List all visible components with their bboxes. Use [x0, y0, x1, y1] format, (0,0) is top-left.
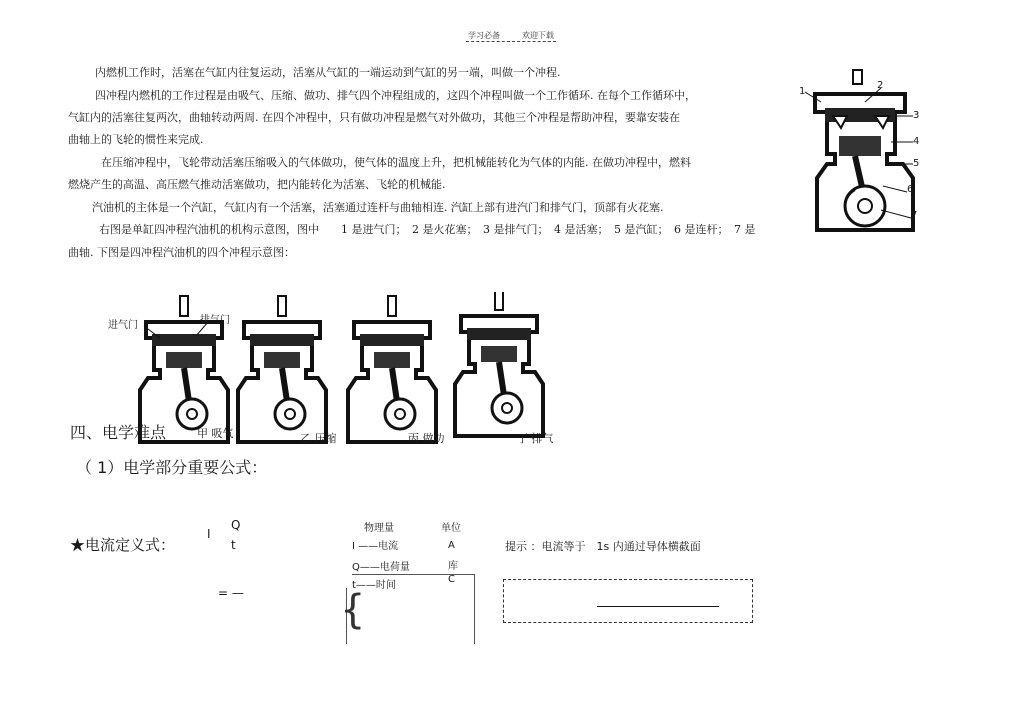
- table-top-rule: [352, 574, 474, 575]
- hint-answer-box: [503, 579, 753, 623]
- four-stroke-diagrams: [130, 292, 560, 452]
- quantity-row-3: t——时间: [352, 580, 396, 591]
- stroke-caption-intake: 甲 吸气: [197, 427, 234, 440]
- unit-row-2: 库: [448, 561, 458, 572]
- formula-star-label: ★电流定义式：: [70, 536, 176, 554]
- paragraph-3-line-1: 在压缩冲程中，飞轮带动活塞压缩吸入的气体做功，使气体的温度上升，把机械能转化为气体的内能. 在做功冲程中，燃料: [101, 156, 691, 169]
- stroke-caption-compression: 乙 压缩: [300, 432, 337, 445]
- quantity-row-2: Q——电荷量: [352, 562, 410, 573]
- engine-label-1: 1: [799, 86, 806, 97]
- hint-answer-line: [597, 606, 719, 607]
- paragraph-4: 汽油机的主体是一个汽缸，气缸内有一个活塞，活塞通过连杆与曲轴相连. 汽缸上部有进汽门和排气门，顶部有火花塞.: [92, 201, 664, 214]
- paragraph-2-line-1: 四冲程内燃机的工作过程是由吸气、压缩、做功、排气四个冲程组成的，这四个冲程叫做一个工作循环. 在每个工作循环中，: [95, 89, 696, 102]
- stroke-caption-power: 丙 做功: [408, 432, 445, 445]
- hint-text: 提示 ：电流等于 1s 内通过导体横截面: [505, 540, 701, 553]
- quantity-column-header: 物理量: [364, 523, 394, 534]
- stroke-caption-exhaust: 丁 排气: [517, 432, 554, 445]
- formula-numerator: Q: [231, 518, 241, 532]
- unit-row-1: A: [448, 540, 455, 551]
- unit-column-header: 单位: [441, 523, 461, 534]
- engine-diagram: [795, 68, 925, 238]
- table-brace: {: [340, 587, 366, 633]
- engine-label-5: 5: [913, 158, 920, 169]
- engine-label-2: 2: [877, 80, 884, 91]
- quantity-row-1: I ——电流: [352, 541, 399, 552]
- engine-body: [815, 70, 913, 230]
- table-right-rule: [474, 574, 475, 644]
- header-rule: [466, 41, 556, 42]
- formula-eq: = —: [218, 586, 244, 600]
- paragraph-3-line-2: 燃烧产生的高温、高压燃气推动活塞做功，把内能转化为活塞、飞轮的机械能.: [68, 178, 446, 191]
- formula-lhs: I: [207, 527, 211, 541]
- intake-valve-label: 进气门: [108, 320, 138, 331]
- engine-label-4: 4: [913, 136, 920, 147]
- engine-label-6: 6: [907, 184, 914, 195]
- paragraph-5-line-2: 曲轴. 下图是四冲程汽油机的四个冲程示意图：: [68, 246, 295, 259]
- stroke-diagram-exhaust: [455, 292, 543, 436]
- stroke-diagram-compression: [238, 296, 326, 442]
- header-left: 学习必备: [468, 31, 500, 40]
- paragraph-5-line-1: 右图是单缸四冲程汽油机的机构示意图，图中 1 是进气门； 2 是火花塞； 3 是排气门； 4 是活塞； 5 是汽缸； 6 是连杆； 7 是: [99, 223, 756, 236]
- stroke-diagram-power: [348, 296, 436, 442]
- subsection-title: （ 1）电学部分重要公式：: [76, 458, 268, 477]
- paragraph-1: 内燃机工作时，活塞在气缸内往复运动，活塞从气缸的一端运动到气缸的另一端，叫做一个冲程.: [95, 66, 561, 79]
- engine-label-3: 3: [913, 110, 920, 121]
- section-title: 四、电学难点: [70, 423, 167, 442]
- paragraph-2-line-3: 曲轴上的飞轮的惯性来完成.: [68, 133, 204, 146]
- paragraph-2-line-2: 气缸内的活塞往复两次，曲轴转动两周. 在四个冲程中，只有做功冲程是燃气对外做功，其他三个冲程是帮助冲程，要靠安装在: [68, 111, 680, 124]
- formula-denominator: t: [231, 538, 236, 552]
- unit-row-3: C: [448, 574, 455, 585]
- exhaust-valve-label: 排气门: [200, 315, 230, 326]
- engine-label-7: 7: [911, 210, 918, 221]
- header-right: 欢迎下载: [522, 31, 554, 40]
